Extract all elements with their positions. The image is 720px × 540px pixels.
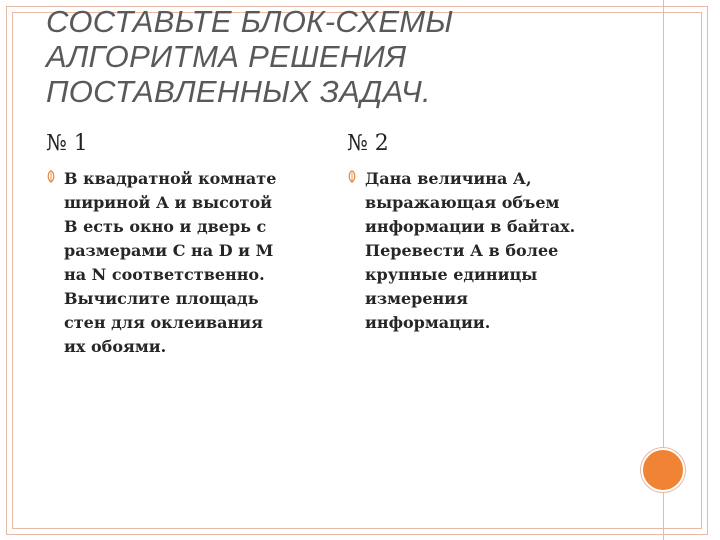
title-line-1: СОСТАВЬТЕ БЛОК-СХЕМЫ: [46, 4, 454, 39]
slide-title: [46, 4, 646, 109]
task-column-2: [347, 128, 637, 335]
leaf-bullet-icon: [347, 170, 357, 183]
title-line-2: АЛГОРИТМА РЕШЕНИЯ: [46, 39, 407, 74]
orange-circle-decoration: [641, 448, 685, 492]
task-text-1: В квадратной комнате шириной А и высотой В есть окно и дверь с размерами С на D и М на N соответственно. Вычислите площадь стен для оклеивания их обоями.: [64, 169, 277, 356]
task-bullet-item-1: [46, 167, 336, 359]
task-heading-1: № 1: [46, 131, 88, 156]
task-bullet-item-2: [347, 167, 637, 335]
leaf-bullet-icon: [46, 170, 56, 183]
task-column-1: [46, 128, 336, 359]
title-line-3: ПОСТАВЛЕННЫХ ЗАДАЧ.: [46, 74, 431, 109]
task-heading-2: № 2: [347, 131, 389, 156]
task-text-2: Дана величина А, выражающая объем информации в байтах. Перевести А в более крупные единицы измерения информации.: [365, 169, 576, 332]
